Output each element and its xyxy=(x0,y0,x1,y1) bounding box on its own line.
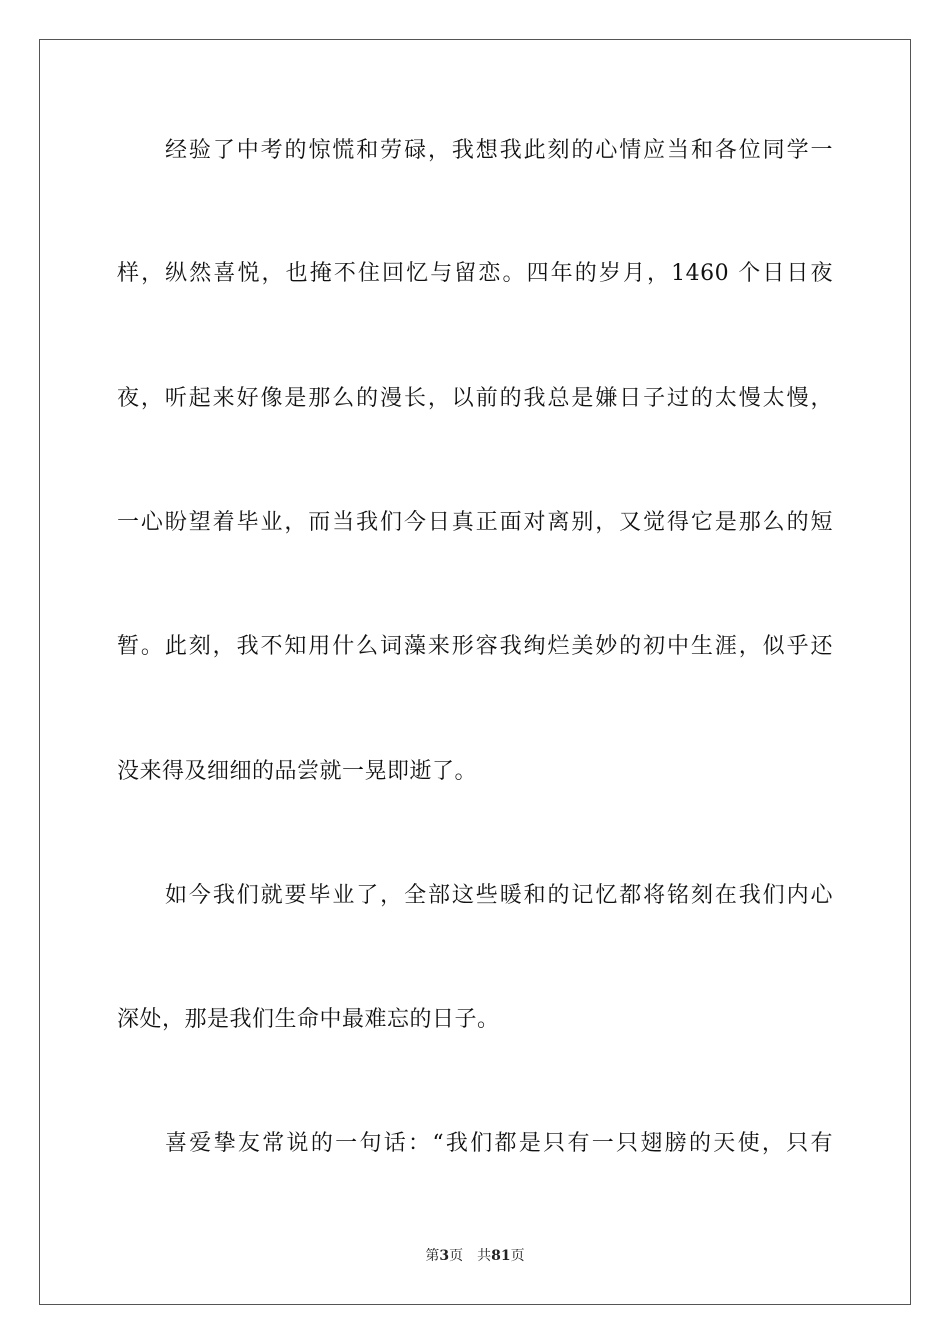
page-frame xyxy=(39,39,911,1305)
page-footer xyxy=(0,1246,950,1266)
paragraph-1-line-4: 一心盼望着毕业，而当我们今日真正面对离别，又觉得它是那么的短 xyxy=(117,510,833,535)
paragraph-1-line-1: 经验了中考的惊慌和劳碌，我想我此刻的心情应当和各位同学一 xyxy=(165,138,833,163)
footer-total-pages: 81 xyxy=(491,1248,511,1264)
footer-page-suffix: 页 xyxy=(449,1248,464,1264)
paragraph-1-line-6: 没来得及细细的品尝就一晃即逝了。 xyxy=(117,759,478,784)
footer-total-suffix: 页 xyxy=(510,1248,525,1264)
paragraph-2-line-1: 如今我们就要毕业了，全部这些暖和的记忆都将铭刻在我们内心 xyxy=(165,883,833,908)
footer-page-number: 3 xyxy=(439,1248,450,1264)
paragraph-1-line-5: 暂。此刻，我不知用什么词藻来形容我绚烂美妙的初中生涯，似乎还 xyxy=(117,634,833,659)
footer-total-prefix: 共 xyxy=(477,1248,492,1264)
paragraph-1-line-2: 样，纵然喜悦，也掩不住回忆与留恋。四年的岁月，1460 个日日夜 xyxy=(117,261,833,286)
paragraph-3-line-1: 喜爱挚友常说的一句话：“我们都是只有一只翅膀的天使，只有 xyxy=(165,1131,833,1156)
paragraph-1-line-3: 夜，听起来好像是那么的漫长，以前的我总是嫌日子过的太慢太慢， xyxy=(117,386,833,411)
footer-page-prefix: 第 xyxy=(425,1248,440,1264)
paragraph-2-line-2: 深处，那是我们生命中最难忘的日子。 xyxy=(117,1007,500,1032)
